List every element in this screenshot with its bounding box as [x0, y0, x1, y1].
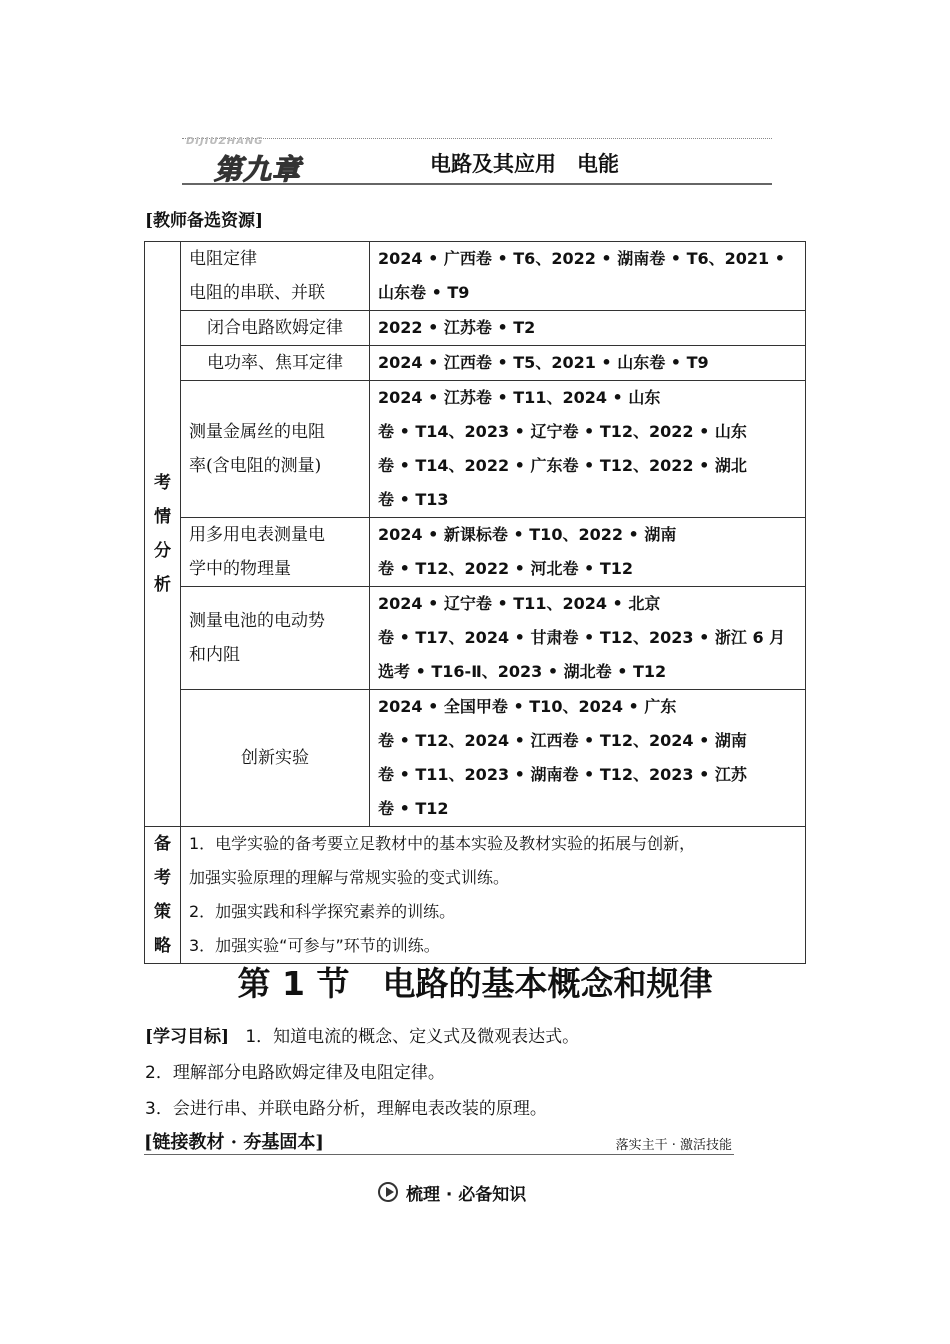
- source-cell: 2024 • 新课标卷 • T10、2022 • 湖南 卷 • T12、2022 • 河北卷 • T12: [370, 518, 806, 587]
- topic-cell: 测量金属丝的电阻 率(含电阻的测量): [181, 381, 370, 518]
- goal-item: 1．知道电流的概念、定义式及微观表达式。: [245, 1027, 580, 1047]
- chapter-pinyin: DIJIUZHANG: [186, 136, 264, 147]
- source-cell: 2022 • 江苏卷 • T2: [370, 311, 806, 346]
- chapter-title: 电路及其应用 电能: [430, 152, 619, 176]
- chapter-label: 第九章: [214, 153, 302, 186]
- table-row: [145, 381, 806, 518]
- sort-label: 梳理 · 必备知识: [406, 1184, 527, 1205]
- table-row: [145, 242, 806, 311]
- goal-label: [学习目标]: [145, 1027, 230, 1047]
- learning-goal-line: [145, 1022, 579, 1047]
- table-row: [145, 346, 806, 381]
- link-bar-left: [链接教材 · 夯基固本]: [144, 1132, 324, 1153]
- link-bar: [144, 1128, 734, 1155]
- source-cell: 2024 • 全国甲卷 • T10、2024 • 广东 卷 • T12、2024 • 江西卷 • T12、2024 • 湖南 卷 • T11、2023 • 湖南卷 • T12、2023 • 江苏 卷 • T12: [370, 690, 806, 827]
- sort-heading: [378, 1180, 526, 1204]
- topic-cell: 闭合电路欧姆定律: [181, 311, 370, 346]
- strategy-header: 备 考 策 略: [145, 827, 181, 964]
- table-row: [145, 690, 806, 827]
- strategy-cell: 1．电学实验的备考要立足教材中的基本实验及教材实验的拓展与创新， 加强实验原理的理解与常规实验的变式训练。 2．加强实践和科学探究素养的训练。 3．加强实验“可参与”环节的训练。: [181, 827, 806, 964]
- topic-cell: 电功率、焦耳定律: [181, 346, 370, 381]
- topic-cell: 创新实验: [181, 690, 370, 827]
- source-cell: 2024 • 广西卷 • T6、2022 • 湖南卷 • T6、2021 • 山东卷 • T9: [370, 242, 806, 311]
- chapter-header: [182, 134, 772, 186]
- analysis-header: 考 情 分 析: [145, 242, 181, 827]
- section-title: 第 1 节 电路的基本概念和规律: [237, 964, 713, 1003]
- header-rule: [182, 183, 772, 185]
- header-dotted-line: [182, 138, 772, 139]
- topic-cell: 测量电池的电动势 和内阻: [181, 587, 370, 690]
- source-cell: 2024 • 江苏卷 • T11、2024 • 山东 卷 • T14、2023 • 辽宁卷 • T12、2022 • 山东 卷 • T14、2022 • 广东卷 • T12、2022 • 湖北 卷 • T13: [370, 381, 806, 518]
- topic-cell: 电阻定律 电阻的串联、并联: [181, 242, 370, 311]
- goal-item: 2．理解部分电路欧姆定律及电阻定律。: [145, 1063, 445, 1083]
- table-row: [145, 311, 806, 346]
- source-cell: 2024 • 辽宁卷 • T11、2024 • 北京 卷 • T17、2024 • 甘肃卷 • T12、2023 • 浙江 6 月 选考 • T16-Ⅱ、2023 • 湖北卷 • T12: [370, 587, 806, 690]
- table-row: [145, 587, 806, 690]
- exam-analysis-table: [144, 241, 806, 964]
- topic-cell: 用多用电表测量电 学中的物理量: [181, 518, 370, 587]
- play-circle-icon: [378, 1182, 398, 1202]
- link-bar-right: 落实主干 · 激活技能: [615, 1138, 732, 1153]
- table-row: [145, 827, 806, 964]
- table-row: [145, 518, 806, 587]
- source-cell: 2024 • 江西卷 • T5、2021 • 山东卷 • T9: [370, 346, 806, 381]
- resources-label: [教师备选资源]: [145, 211, 264, 231]
- goal-item: 3．会进行串、并联电路分析，理解电表改装的原理。: [145, 1099, 547, 1119]
